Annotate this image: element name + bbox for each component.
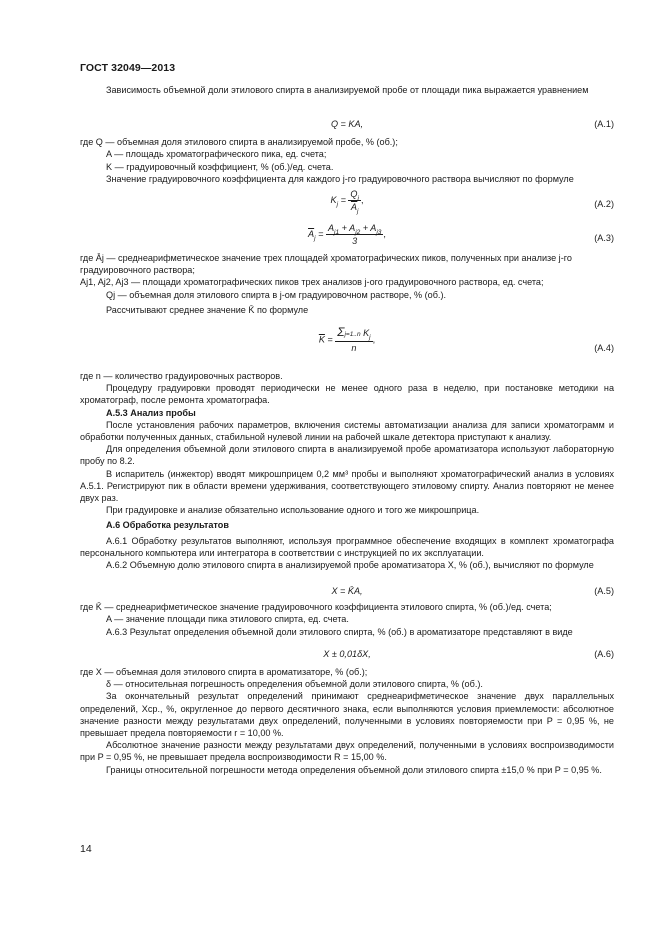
paragraph-final-result: За окончательный результат определений принимают среднеарифметическое значение двух параллельных определений, Xср., %, округленное до первого десятичного знака, если выполняются условия приемлемости: абсолютное значение разности между результатами двух определений, полученными в условиях повторяемости при P = 0,95 %, не превышает предела повторяемости r = 10,00 %. bbox=[80, 691, 614, 738]
equation-a6-number: (А.6) bbox=[594, 648, 614, 659]
definition-qj: Qj — объемная доля этилового спирта в j-ом градуировочном растворе, % (об.). bbox=[106, 289, 447, 300]
definition-aj-areas: Aj1, Aj2, Aj3 — площади хроматографических пиков трех анализов j-ого градуировочного раствора, ед. счета; bbox=[80, 277, 544, 288]
page-number: 14 bbox=[80, 843, 92, 855]
equation-a5 bbox=[80, 585, 614, 599]
definition-q: где Q — объемная доля этилового спирта в анализируемой пробе, % (об.); bbox=[80, 137, 398, 148]
equation-a2: $K_j$ = $\frac{Q_j}{\overline{A}_j}$ , (А.2) bbox=[330, 189, 614, 216]
section-a6-heading: А.6 Обработка результатов bbox=[106, 520, 229, 531]
equation-a6-formula: X ± 0,01δX, bbox=[323, 648, 371, 659]
definition-a: A — площадь хроматографического пика, ед. счета; bbox=[106, 149, 327, 160]
paragraph-a53-3: В испаритель (инжектор) вводят микрошприцем 0,2 мм³ пробы и выполняют хроматографический анализ в условиях А.5.1. Регистрируют пик в области времени удерживания, соответствующего этиловому спирту. Анализ повторяют не менее двух раз. bbox=[80, 468, 614, 504]
equation-a1-formula: Q = KA, bbox=[330, 119, 364, 130]
definition-n: где n — количество градуировочных растворов. bbox=[80, 371, 283, 382]
paragraph-k-average: Рассчитывают среднее значение K̄ по формуле bbox=[106, 304, 309, 315]
definition-x: где X — объемная доля этилового спирта в ароматизаторе, % (об.); bbox=[80, 666, 368, 677]
paragraph-a62: А.6.2 Объемную долю этилового спирта в анализируемой пробе ароматизатора X, % (об.), вычисляют по формуле bbox=[106, 560, 594, 571]
definition-k-mean: где K̄ — среднеарифметическое значение градуировочного коэффициента этилового спирта, % (об.)/ед. счета; bbox=[80, 602, 552, 613]
paragraph-a53-1: После установления рабочих параметров, включения системы автоматизации анализа для записи хроматограмм и обработки полученных данных, стабильной нулевой линии на рабочей шкале детектора приступают к анализу. bbox=[80, 419, 614, 443]
definition-aj-mean: где Āj — среднеарифметическое значение трех площадей хроматографических пиков, полученных при анализе j-го градуировочного раствора; bbox=[80, 253, 572, 276]
paragraph-a53-2: Для определения объемной доли этилового спирта в анализируемой пробе ароматизатора используют лабораторную пробу по 8.2. bbox=[80, 444, 614, 467]
equation-a1-number: (А.1) bbox=[594, 119, 614, 130]
definition-a-area: A — значение площади пика этилового спирта, ед. счета. bbox=[106, 614, 349, 625]
equation-a4: $\overline{K}$ = $\frac{\Sigma j=1..n K_j}{n}$ , (А.4) bbox=[318, 325, 614, 354]
definition-k: K — градуировочный коэффициент, % (об.)/ед. счета. bbox=[106, 161, 334, 172]
equation-a5-formula: X = K̄A, bbox=[331, 586, 363, 597]
paragraph-a61: А.6.1 Обработку результатов выполняют, используя программное обеспечение входящих в комплект хроматографа персонального компьютера или интегратора в соответствии с инструкцией по их эксплуатации. bbox=[80, 535, 614, 558]
equation-a3-number: (А.3) bbox=[594, 233, 614, 244]
paragraph-intro: Зависимость объемной доли этилового спирта в анализируемой пробе от площади пика выражается уравнением bbox=[106, 85, 589, 95]
paragraph-absolute-difference: Абсолютное значение разности между результатами двух определений, полученными в условиях воспроизводимости при P = 0,95 %, не превышает предела воспроизводимости R = 15,00 %. bbox=[80, 740, 614, 763]
section-a53-heading: А.5.3 Анализ пробы bbox=[106, 407, 196, 418]
equation-a3: $\overline{A}_j$ = $\frac{A_{j1} + A_{j2} + A_{j3}}{3}$ , (А.3) bbox=[308, 223, 614, 247]
paragraph-kj: Значение градуировочного коэффициента для каждого j-го градуировочного раствора вычисляют по формуле bbox=[106, 173, 574, 184]
page-body bbox=[80, 84, 614, 776]
equation-a4-number: (А.4) bbox=[594, 343, 614, 354]
paragraph-calibration: Процедуру градуировки проводят периодически не менее одного раза в неделю, при постановке методики на хроматограф, после ремонта хроматографа. bbox=[80, 383, 614, 406]
paragraph-a53-4: При градуировке и анализе обязательно использование одного и того же микрошприца. bbox=[106, 505, 480, 516]
equation-a5-number: (А.5) bbox=[594, 586, 614, 597]
equation-a2-number: (А.2) bbox=[594, 199, 614, 210]
document-header: ГОСТ 32049—2013 bbox=[80, 62, 176, 74]
equation-a1 bbox=[80, 118, 614, 132]
paragraph-error-bounds: Границы относительной погрешности метода определения объемной доли этилового спирта ±15,0 % при P = 0,95 %. bbox=[106, 764, 602, 775]
equation-a6 bbox=[80, 648, 614, 662]
definition-delta: δ — относительная погрешность определения объемной доли этилового спирта, % (об.). bbox=[106, 679, 483, 690]
paragraph-a63: А.6.3 Результат определения объемной доли этилового спирта, % (об.) в ароматизаторе представляют в виде bbox=[106, 626, 573, 637]
